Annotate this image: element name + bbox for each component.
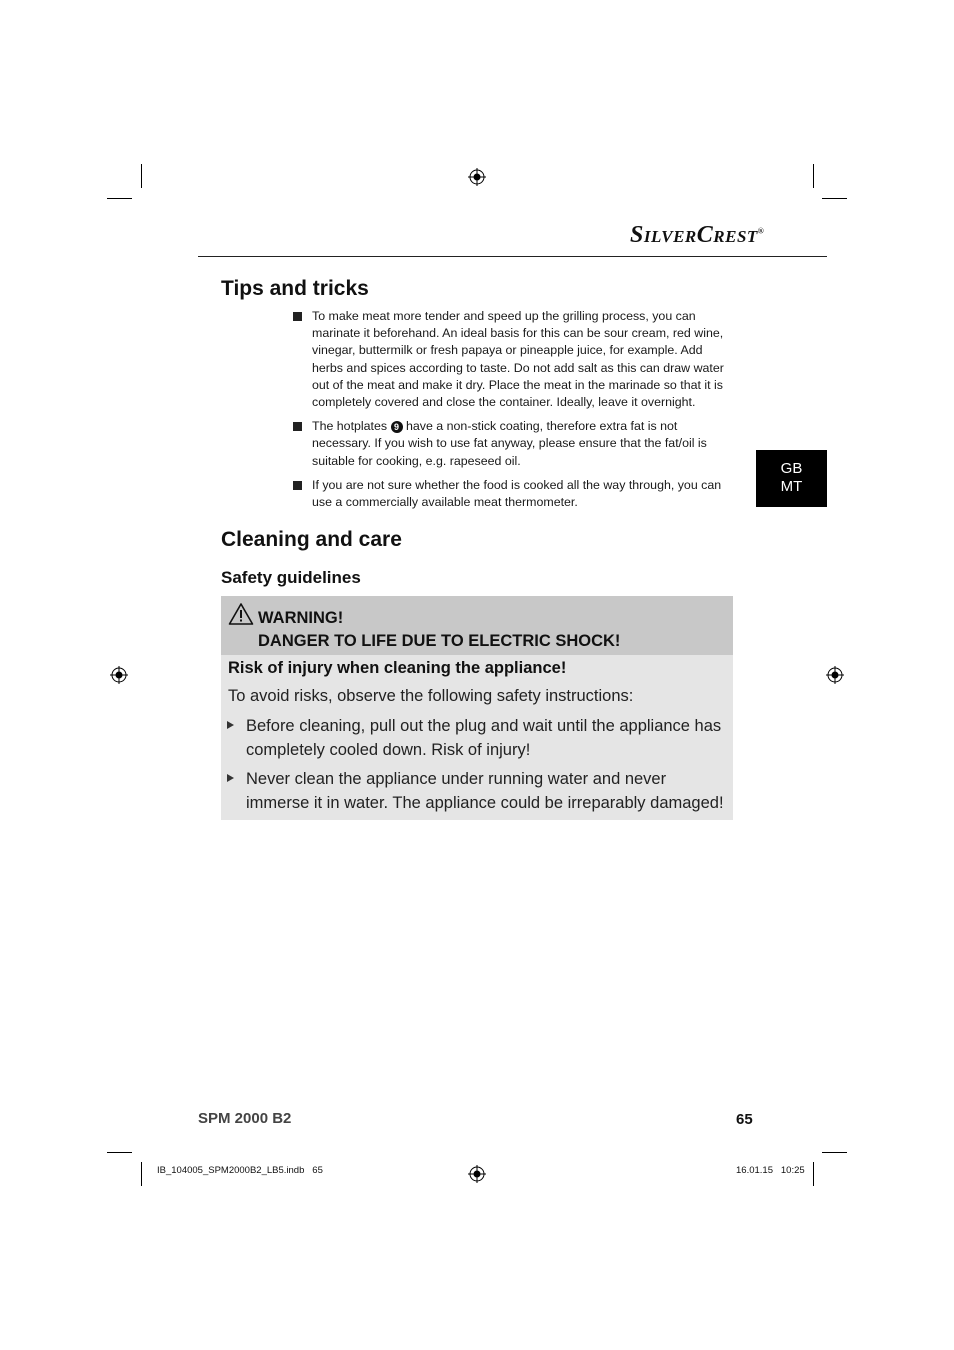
- page-number: 65: [736, 1111, 753, 1128]
- crop-mark: [822, 198, 847, 199]
- arrow-bullet-icon: [227, 774, 234, 782]
- warning-box: [221, 596, 733, 820]
- language-tab: GB MT: [756, 450, 827, 507]
- safety-subtitle: Safety guidelines: [221, 568, 361, 587]
- registration-mark-icon: [468, 1165, 486, 1183]
- print-slug-date: 16.01.15 10:25: [736, 1165, 805, 1176]
- safety-step: Never clean the appliance under running water and never immerse it in water. The appliance could be irreparably damaged!: [246, 767, 730, 815]
- crop-mark: [813, 164, 814, 188]
- square-bullet-icon: [293, 422, 302, 431]
- crop-mark: [813, 1162, 814, 1186]
- warning-triangle-icon: [228, 602, 254, 626]
- safety-step: Before cleaning, pull out the plug and wait until the appliance has completely cooled down. Risk of injury!: [246, 714, 730, 762]
- square-bullet-icon: [293, 481, 302, 490]
- tips-list: [292, 308, 732, 518]
- crop-mark: [107, 198, 132, 199]
- print-slug-file: IB_104005_SPM2000B2_LB5.indb 65: [157, 1165, 323, 1176]
- list-item: The hotplates 9 have a non-stick coating, therefore extra fat is not necessary. If you wish to use fat anyway, please ensure that the fat/oil is suitable for cooking, e.g. rapeseed oil.: [292, 418, 732, 470]
- crop-mark: [141, 1162, 142, 1186]
- arrow-bullet-icon: [227, 721, 234, 729]
- brand-logo: SILVERCREST®: [630, 222, 765, 248]
- part-number-badge: 9: [391, 421, 403, 433]
- model-number: SPM 2000 B2: [198, 1110, 292, 1127]
- header-rule: [198, 256, 827, 257]
- registration-mark-icon: [468, 168, 486, 186]
- square-bullet-icon: [293, 312, 302, 321]
- risk-heading: Risk of injury when cleaning the appliance!: [228, 659, 567, 677]
- warning-title: WARNING! DANGER TO LIFE DUE TO ELECTRIC SHOCK!: [258, 609, 621, 650]
- tips-title: Tips and tricks: [221, 277, 369, 300]
- cleaning-title: Cleaning and care: [221, 528, 402, 551]
- safety-intro: To avoid risks, observe the following safety instructions:: [228, 687, 634, 705]
- registration-mark-icon: [110, 666, 128, 684]
- list-item: To make meat more tender and speed up the grilling process, you can marinate it beforehand. An ideal basis for this can be sour cream, red wine, vinegar, buttermilk or fresh papaya or pineapple juice, for example. Add herbs and spices according to taste. Do not add salt as this can draw water out of the meat and make it dry. Place the meat in the marinade so that it is completely covered and close the container. Ideally, leave it overnight.: [292, 308, 732, 411]
- crop-mark: [141, 164, 142, 188]
- registration-mark-icon: [826, 666, 844, 684]
- warning-header: [221, 596, 733, 655]
- crop-mark: [107, 1152, 132, 1153]
- list-item: If you are not sure whether the food is cooked all the way through, you can use a commercially available meat thermometer.: [292, 477, 732, 511]
- crop-mark: [822, 1152, 847, 1153]
